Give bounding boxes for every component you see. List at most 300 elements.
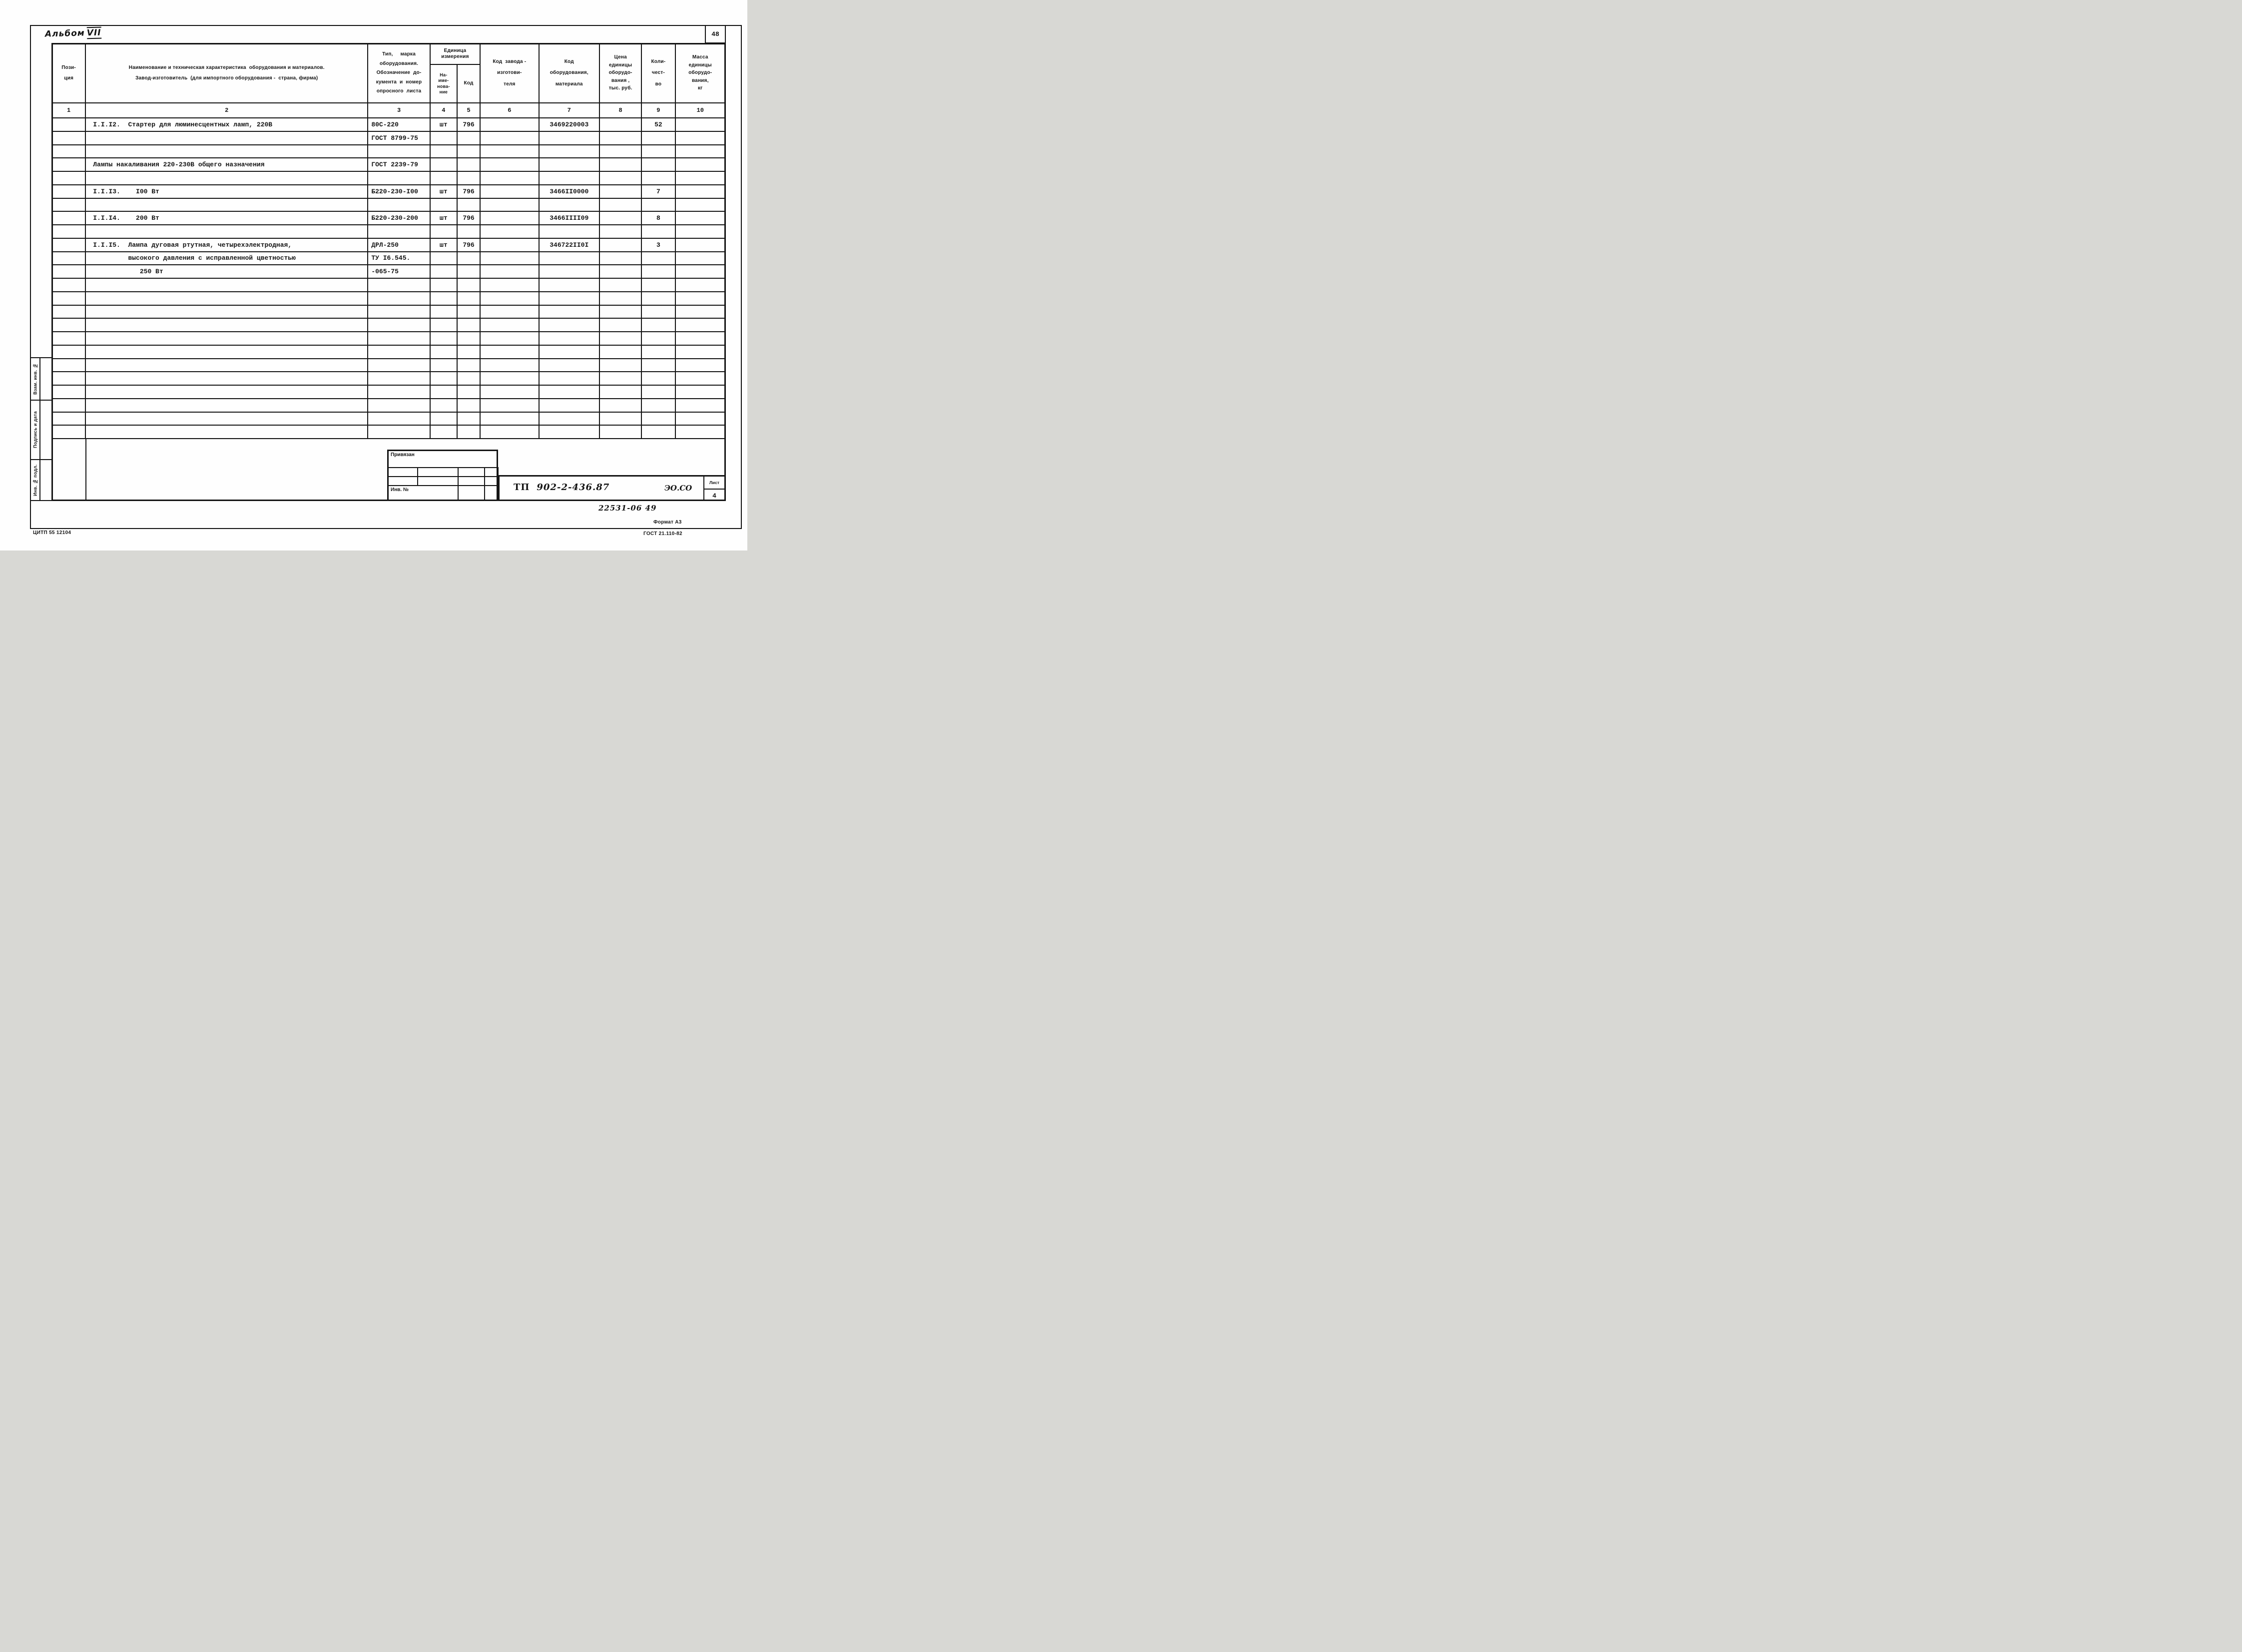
cell-col8: [599, 171, 641, 185]
gost-note: ГОСТ 21.110-82: [643, 531, 682, 537]
cell-col4: [430, 292, 457, 305]
cell-col2: I.I.I5. Лампа дуговая ртутная, четырехэлектродная,: [85, 238, 368, 252]
cell-col4: [430, 145, 457, 158]
table-row: [52, 265, 725, 278]
cell-col7: [539, 158, 599, 171]
cell-col2: [85, 171, 368, 185]
cell-col9: [641, 318, 675, 332]
cell-col10: [675, 265, 725, 278]
cell-col7: [539, 252, 599, 265]
cell-col2: [85, 425, 368, 439]
table-row: [52, 278, 725, 292]
sheet-number: 4: [712, 492, 716, 500]
cell-col3: [368, 145, 430, 158]
cell-col6: [480, 412, 539, 426]
cell-col2: [85, 292, 368, 305]
table-row: [52, 118, 725, 131]
album-word: Альбом: [44, 28, 85, 39]
title-block: [498, 475, 726, 501]
header-line: Единица: [444, 47, 467, 53]
cell-col2: высокого давления с исправленной цветностью: [85, 252, 368, 265]
cell-col3: ДРЛ-250: [368, 238, 430, 252]
cell-col3: [368, 171, 430, 185]
cell-col4: шт: [430, 211, 457, 225]
column-number: 9: [641, 103, 675, 118]
document-mark: ЭО.СО: [664, 484, 692, 493]
cell-col1: [52, 252, 85, 265]
header-name: [85, 43, 368, 103]
cell-col9: [641, 425, 675, 439]
cell-col4: шт: [430, 118, 457, 131]
column-number: 5: [457, 103, 480, 118]
cell-col5: 796: [457, 211, 480, 225]
cell-col6: [480, 198, 539, 212]
cell-col8: [599, 145, 641, 158]
cell-col8: [599, 425, 641, 439]
table-row: [52, 318, 725, 332]
cell-col10: [675, 412, 725, 426]
cell-col5: [457, 345, 480, 359]
cell-col10: [675, 359, 725, 372]
cell-col6: [480, 399, 539, 412]
header-line: измерения: [441, 54, 469, 59]
header-unit-code: Код: [457, 64, 480, 103]
table-row: [52, 185, 725, 198]
cell-col10: [675, 252, 725, 265]
cell-col5: [457, 198, 480, 212]
table-row: [52, 385, 725, 399]
sidebar-box-3: [39, 459, 52, 501]
cell-col4: [430, 265, 457, 278]
header-line: име-: [438, 78, 449, 83]
cell-col3: [368, 345, 430, 359]
header-line: оборудования.: [379, 60, 419, 66]
cell-col2: [85, 345, 368, 359]
cell-col9: [641, 359, 675, 372]
cell-col10: [675, 225, 725, 238]
cell-col4: [430, 399, 457, 412]
cell-col9: [641, 145, 675, 158]
cell-col9: [641, 278, 675, 292]
cell-col2: [85, 372, 368, 385]
cell-col8: [599, 238, 641, 252]
cell-col6: [480, 359, 539, 372]
cell-col3: -065-75: [368, 265, 430, 278]
cell-col8: [599, 412, 641, 426]
sheet-label: Лист: [704, 477, 724, 490]
cell-col2: 250 Вт: [85, 265, 368, 278]
cell-col1: [52, 412, 85, 426]
handwritten-order-number: 22531-06 49: [598, 504, 657, 513]
cell-col6: [480, 225, 539, 238]
cell-col1: [52, 385, 85, 399]
cell-col1: [52, 198, 85, 212]
sidebar-cell-inv-podl: Инв. № подл.: [30, 459, 40, 501]
cell-col10: [675, 118, 725, 131]
column-number: 2: [85, 103, 368, 118]
table-row: [52, 292, 725, 305]
cell-col4: [430, 318, 457, 332]
cell-col10: [675, 385, 725, 399]
cell-col3: ГОСТ 2239-79: [368, 158, 430, 171]
cell-col4: [430, 278, 457, 292]
stamp-inv-label: Инв. №: [388, 485, 459, 501]
stamp-cell: [388, 476, 418, 486]
stamp-cell: [458, 485, 485, 501]
cell-col4: [430, 158, 457, 171]
cell-col8: [599, 292, 641, 305]
cell-col1: [52, 292, 85, 305]
document-code-number: 902-2-436.87: [537, 482, 610, 493]
cell-col1: [52, 332, 85, 345]
cell-col7: [539, 225, 599, 238]
cell-col7: [539, 412, 599, 426]
cell-col3: Б220-230-200: [368, 211, 430, 225]
cell-col8: [599, 305, 641, 319]
cell-col3: [368, 198, 430, 212]
cell-col2: [85, 412, 368, 426]
document-code-prefix: ТП: [514, 482, 530, 493]
cell-col8: [599, 332, 641, 345]
cell-col1: [52, 305, 85, 319]
cell-col7: [539, 385, 599, 399]
cell-col9: [641, 399, 675, 412]
cell-col5: [457, 412, 480, 426]
column-number: 1: [52, 103, 85, 118]
header-position: [52, 43, 85, 103]
header-line: кг: [697, 85, 703, 91]
page-number-box: [705, 25, 726, 43]
cell-col5: [457, 145, 480, 158]
cell-col2: [85, 225, 368, 238]
header-line: теля: [504, 81, 516, 87]
cell-col7: [539, 305, 599, 319]
column-number: 8: [599, 103, 641, 118]
cell-col7: 346722II0I: [539, 238, 599, 252]
header-line: ция: [64, 75, 73, 81]
cell-col1: [52, 399, 85, 412]
header-unit-group: [430, 43, 480, 64]
cell-col1: [52, 425, 85, 439]
cell-col6: [480, 265, 539, 278]
column-number: 4: [430, 103, 457, 118]
header-line: материала: [555, 81, 583, 87]
cell-col3: ТУ I6.545.: [368, 252, 430, 265]
cell-col1: [52, 238, 85, 252]
cell-col10: [675, 278, 725, 292]
header-line: чест-: [651, 70, 665, 76]
table-row: [52, 158, 725, 171]
cell-col2: [85, 359, 368, 372]
cell-col3: [368, 385, 430, 399]
cell-col5: [457, 305, 480, 319]
header-unit-name: [430, 64, 457, 103]
stamp-cell: [484, 485, 499, 501]
cell-col4: [430, 171, 457, 185]
cell-col5: 796: [457, 238, 480, 252]
table-row: [52, 171, 725, 185]
cell-col6: [480, 332, 539, 345]
cell-col2: [85, 131, 368, 145]
cell-col8: [599, 185, 641, 198]
table-row: [52, 211, 725, 225]
cell-col6: [480, 252, 539, 265]
cell-col4: [430, 372, 457, 385]
column-number-row: [52, 103, 725, 118]
cell-col7: [539, 278, 599, 292]
cell-col5: [457, 425, 480, 439]
cell-col3: [368, 372, 430, 385]
header-line: Пози-: [61, 64, 76, 70]
cell-col8: [599, 198, 641, 212]
header-line: кумента и номер: [376, 79, 422, 85]
cell-col6: [480, 131, 539, 145]
cell-col5: [457, 265, 480, 278]
stamp-cell: [484, 476, 499, 486]
cell-col1: [52, 278, 85, 292]
column-number: 6: [480, 103, 539, 118]
cell-col5: [457, 131, 480, 145]
cell-col1: [52, 145, 85, 158]
cell-col9: [641, 252, 675, 265]
cell-col10: [675, 345, 725, 359]
cell-col5: [457, 318, 480, 332]
cell-col5: [457, 385, 480, 399]
header-line: единицы: [688, 62, 712, 68]
header-line: единицы: [608, 62, 632, 68]
cell-col9: [641, 198, 675, 212]
cell-col5: [457, 292, 480, 305]
cell-col4: [430, 305, 457, 319]
cell-col7: [539, 171, 599, 185]
cell-col8: [599, 399, 641, 412]
cell-col7: [539, 131, 599, 145]
cell-col3: [368, 359, 430, 372]
cell-col6: [480, 372, 539, 385]
cell-col4: [430, 385, 457, 399]
document-code: [514, 482, 609, 493]
cell-col7: [539, 345, 599, 359]
cell-col4: [430, 359, 457, 372]
cell-col9: 52: [641, 118, 675, 131]
cell-col2: [85, 399, 368, 412]
privyazan-stamp: [387, 450, 498, 501]
cell-col8: [599, 372, 641, 385]
cell-col3: [368, 399, 430, 412]
header-line: оборудо-: [608, 70, 632, 76]
cell-col8: [599, 278, 641, 292]
table-row: [52, 425, 725, 439]
cell-col8: [599, 252, 641, 265]
privyazan-label: Привязан: [388, 450, 498, 468]
cell-col9: [641, 412, 675, 426]
cell-col2: I.I.I2. Стартер для люминесцентных ламп, 220В: [85, 118, 368, 131]
cell-col1: [52, 131, 85, 145]
sidebar-box-1: [39, 357, 52, 401]
cell-col5: [457, 225, 480, 238]
table-row: [52, 412, 725, 426]
cell-col1: [52, 225, 85, 238]
cell-col9: [641, 265, 675, 278]
table-row: [52, 305, 725, 319]
cell-col4: [430, 412, 457, 426]
cell-col4: [430, 131, 457, 145]
stamp-cell: [458, 476, 485, 486]
cell-col8: [599, 265, 641, 278]
table-row: [52, 131, 725, 145]
cell-col2: [85, 305, 368, 319]
table-row: [52, 399, 725, 412]
header-line: оборудо-: [688, 70, 712, 76]
table-row: [52, 332, 725, 345]
cell-col7: [539, 359, 599, 372]
cell-col10: [675, 211, 725, 225]
cell-col8: [599, 359, 641, 372]
cell-col9: [641, 372, 675, 385]
header-line: вания ,: [611, 77, 630, 83]
cell-col6: [480, 278, 539, 292]
cell-col9: [641, 385, 675, 399]
cell-col5: [457, 372, 480, 385]
cell-col7: [539, 265, 599, 278]
cell-col1: [52, 345, 85, 359]
cell-col2: [85, 385, 368, 399]
header-line: На-: [440, 72, 448, 77]
page-number: 48: [711, 30, 719, 38]
cell-col1: [52, 265, 85, 278]
header-type: [368, 43, 430, 103]
cell-col4: [430, 225, 457, 238]
cell-col1: [52, 171, 85, 185]
cell-col2: [85, 145, 368, 158]
cell-col3: [368, 332, 430, 345]
cell-col5: [457, 171, 480, 185]
cell-col9: [641, 131, 675, 145]
table-row: [52, 372, 725, 385]
cell-col6: [480, 345, 539, 359]
header-line: нова-: [437, 83, 450, 89]
cell-col6: [480, 211, 539, 225]
cell-col10: [675, 292, 725, 305]
header-line: Код завода -: [493, 58, 527, 64]
header-quantity: [641, 43, 675, 103]
sidebar-cell-podpis: Подпись и дата: [30, 400, 40, 460]
header-line: опросного листа: [376, 88, 422, 94]
cell-col9: 7: [641, 185, 675, 198]
header-line: Код: [564, 58, 574, 64]
cell-col10: [675, 425, 725, 439]
cell-col5: [457, 332, 480, 345]
cell-col1: [52, 359, 85, 372]
album-numeral: VII: [86, 27, 101, 38]
cell-col3: [368, 305, 430, 319]
cell-col7: 3469220003: [539, 118, 599, 131]
cell-col2: Лампы накаливания 220-230В общего назначения: [85, 158, 368, 171]
cell-col3: [368, 425, 430, 439]
sidebar-box-2: [39, 400, 52, 460]
cell-col7: [539, 198, 599, 212]
cell-col1: [52, 318, 85, 332]
header-equipment-code: [539, 43, 599, 103]
cell-col5: 796: [457, 185, 480, 198]
cell-col9: [641, 171, 675, 185]
column-divider-extension: [85, 439, 86, 500]
header-line: Обозначение до-: [376, 70, 422, 76]
cell-col7: [539, 318, 599, 332]
cell-col8: [599, 131, 641, 145]
header-line: ние: [439, 89, 448, 94]
cell-col2: I.I.I3. I00 Вт: [85, 185, 368, 198]
stamp-cell: [458, 467, 485, 477]
cell-col9: [641, 158, 675, 171]
cell-col1: [52, 185, 85, 198]
stamp-cell: [417, 467, 459, 477]
cell-col8: [599, 345, 641, 359]
cell-col6: [480, 118, 539, 131]
stamp-cell: [417, 476, 459, 486]
cell-col10: [675, 399, 725, 412]
cell-col3: [368, 278, 430, 292]
header-line: Коли-: [651, 58, 666, 64]
cell-col2: [85, 198, 368, 212]
cell-col5: [457, 278, 480, 292]
cell-col6: [480, 318, 539, 332]
table-row: [52, 225, 725, 238]
table-row: [52, 238, 725, 252]
cell-col9: [641, 345, 675, 359]
cell-col10: [675, 171, 725, 185]
cell-col10: [675, 318, 725, 332]
cell-col1: [52, 158, 85, 171]
header-line: оборудования,: [550, 70, 588, 76]
cell-col4: [430, 425, 457, 439]
stamp-cell: [388, 467, 418, 477]
cell-col7: [539, 145, 599, 158]
column-number: 7: [539, 103, 599, 118]
header-line: Наименование и техническая характеристика оборудования и материалов.: [128, 65, 325, 70]
cell-col2: [85, 332, 368, 345]
cell-col3: [368, 292, 430, 305]
table-row: [52, 252, 725, 265]
cell-col3: [368, 318, 430, 332]
cell-col7: [539, 292, 599, 305]
cell-col6: [480, 425, 539, 439]
cell-col10: [675, 332, 725, 345]
cell-col7: [539, 372, 599, 385]
cell-col7: [539, 332, 599, 345]
cell-col7: 3466IIII09: [539, 211, 599, 225]
album-title: [45, 28, 101, 39]
cell-col10: [675, 131, 725, 145]
cell-col6: [480, 238, 539, 252]
document-sheet: [0, 0, 747, 551]
sheet-number-box: [703, 477, 724, 500]
cell-col6: [480, 185, 539, 198]
table-row: [52, 145, 725, 158]
header-line: вания,: [691, 77, 709, 83]
cell-col10: [675, 185, 725, 198]
cell-col1: [52, 118, 85, 131]
header-line: Тип, марка: [382, 51, 416, 57]
cell-col10: [675, 238, 725, 252]
cell-col5: [457, 252, 480, 265]
header-line: Завод-изготовитель (для импортного оборудования - страна, фирма): [135, 75, 318, 81]
cell-col7: [539, 425, 599, 439]
cell-col9: [641, 332, 675, 345]
header-line: Масса: [692, 54, 708, 60]
cell-col7: [539, 399, 599, 412]
column-number: 10: [675, 103, 725, 118]
